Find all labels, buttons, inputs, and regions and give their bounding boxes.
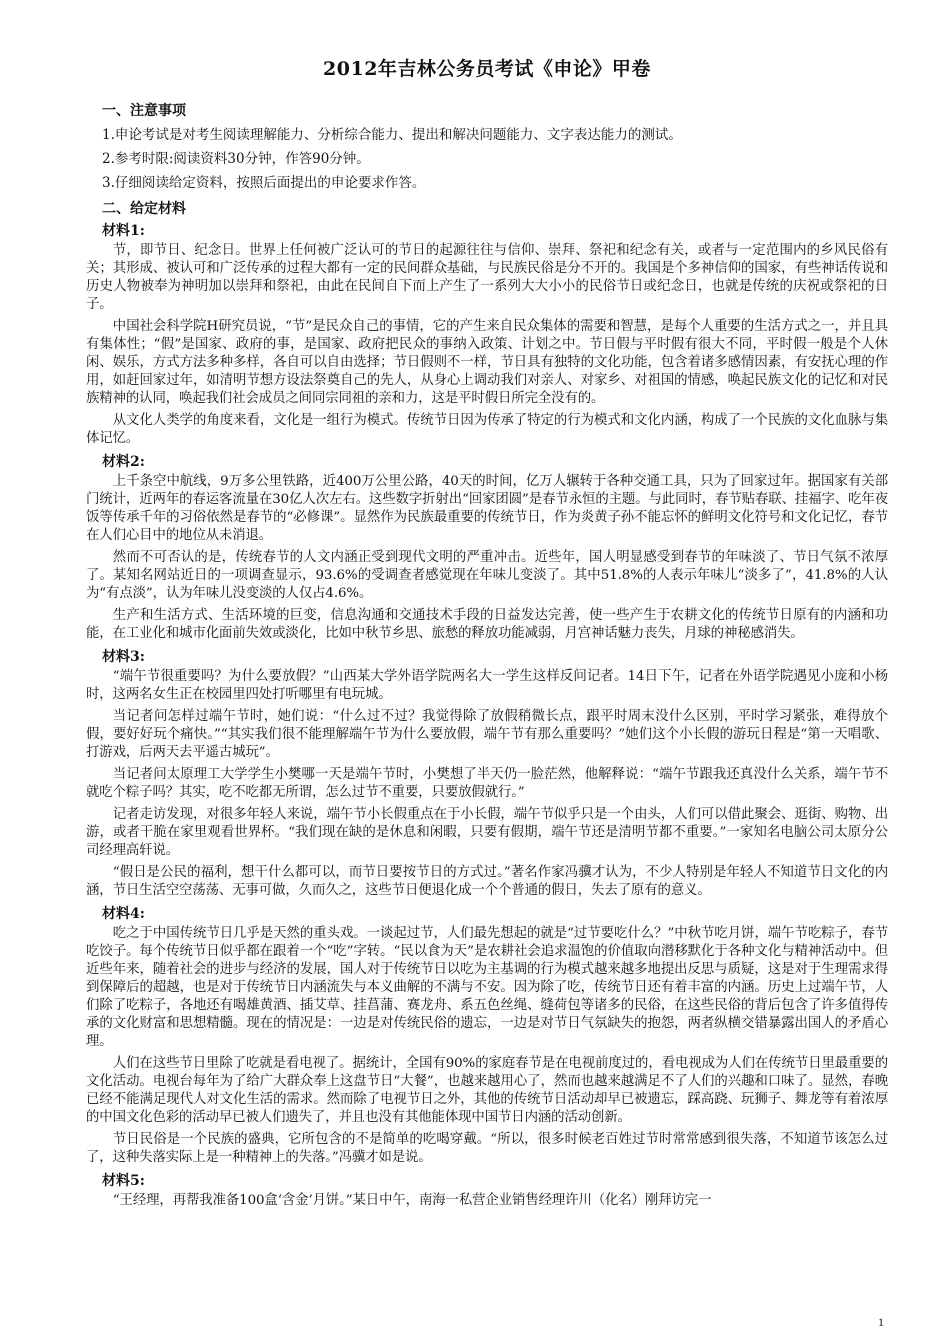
document-page xyxy=(86,52,888,1214)
material-1-paragraph: 节，即节日、纪念日。世界上任何被广泛认可的节日的起源往往与信仰、崇拜、祭祀和纪念有关，或者与一定范围内的乡风民俗有关；其形成、被认可和广泛传承的过程大都有一定的民间群众基础，与民族民俗是分不开的。我国是个多神信仰的国家，有些神话传说和历史人物被奉为神明加以崇拜和祭祀，由此在民间自下而上产生了一系列大大小小的民俗节日或纪念日，也就是传统的庆祝或祭祀的日子。 xyxy=(86,243,888,312)
notice-item: 3.仔细阅读给定资料，按照后面提出的申论要求作答。 xyxy=(102,175,426,191)
material-4-paragraph: 节日民俗是一个民族的盛典，它所包含的不是简单的吃喝穿戴。“所以，很多时候老百姓过节时常常感到很失落，不知道节该怎么过了，这种失落实际上是一种精神上的失落。”冯骥才如是说。 xyxy=(86,1132,888,1165)
material-3-paragraph: 当记者问怎样过端午节时，她们说：“什么过不过？我觉得除了放假稍微长点，跟平时周末没什么区别，平时学习紧张，难得放个假，要好好玩个痛快。”“其实我们很不能理解端午节为什么要放假，端午节有那么重要吗？”她们这个小长假的游玩日程是“第一天唱歌、打游戏，后两天去平遥古城玩”。 xyxy=(86,709,888,760)
material-2-paragraph: 生产和生活方式、生活环境的巨变，信息沟通和交通技术手段的日益发达完善，使一些产生于农耕文化的传统节日原有的内涵和功能，在工业化和城市化面前失效或淡化，比如中秋节乡思、旅愁的释放功能减弱，月宫神话魅力丧失，月球的神秘感消失。 xyxy=(86,608,888,641)
page-number: 1 xyxy=(878,1315,884,1329)
notice-item: 2.参考时限:阅读资料30分钟，作答90分钟。 xyxy=(102,151,370,167)
material-4-paragraph: 人们在这些节日里除了吃就是看电视了。据统计，全国有90%的家庭春节是在电视前度过的，看电视成为人们在传统节日里最重要的文化活动。电视台每年为了给广大群众奉上这盘节日“大餐”，也越来越用心了，然而也越来越满足不了人们的兴趣和口味了。显然，春晚已经不能满足现代人对文化生活的需求。然而除了电视节日之外，其他的传统节日活动却早已被遗忘，踩高跷、玩狮子、舞龙等有着浓厚的中国文化色彩的活动早已被人们遗失了，并且也没有其他能体现中国节日内涵的活动创新。 xyxy=(86,1056,888,1125)
material-1-heading: 材料1: xyxy=(102,223,145,239)
material-3-heading: 材料3: xyxy=(102,649,145,665)
material-3-paragraph: 当记者问太原理工大学学生小樊哪一天是端午节时，小樊想了半天仍一脸茫然，他解释说：“端午节跟我还真没什么关系，端午节不就吃个粽子吗？其实，吃不吃都无所谓，怎么过节不重要，只要放假就行。” xyxy=(86,767,888,800)
material-3-paragraph: “端午节很重要吗？为什么要放假？”山西某大学外语学院两名大一学生这样反问记者。14日下午，记者在外语学院遇见小庞和小杨时，这两名女生正在校园里四处打听哪里有电玩城。 xyxy=(86,669,888,702)
material-2-paragraph: 然而不可否认的是，传统春节的人文内涵正受到现代文明的严重冲击。近些年，国人明显感受到春节的年味淡了、节日气氛不浓厚了。某知名网站近日的一项调查显示，93.6%的受调查者感觉现在年味儿变淡了。其中51.8%的人表示年味儿“淡多了”，41.8%的人认为“有点淡”，认为年味儿没变淡的人仅占4.6%。 xyxy=(86,550,888,601)
material-2-heading: 材料2: xyxy=(102,454,145,470)
material-5-paragraph: “王经理，再帮我准备100盒‘含金’月饼。”某日中午，南海一私营企业销售经理许川（化名）刚拜访完一 xyxy=(112,1193,712,1208)
materials-heading: 二、给定材料 xyxy=(102,201,186,217)
material-5-heading: 材料5: xyxy=(102,1173,145,1189)
material-3-paragraph: “假日是公民的福利，想干什么都可以，而节日要按节日的方式过。”著名作家冯骥才认为，不少人特别是年轻人不知道节日文化的内涵，节日生活空空荡荡、无事可做，久而久之，这些节日便退化成一个个普通的假日，失去了原有的意义。 xyxy=(86,865,888,898)
document-title: 2012年吉林公务员考试《申论》甲卷 xyxy=(323,58,651,80)
material-4-heading: 材料4: xyxy=(102,906,145,922)
notice-heading: 一、注意事项 xyxy=(102,103,186,119)
material-1-paragraph: 中国社会科学院H研究员说，“节”是民众自己的事情，它的产生来自民众集体的需要和智慧，是每个人重要的生活方式之一，并且具有集体性；“假”是国家、政府的事，是国家、政府把民众的事纳入政策、计划之中。节日假与平时假有很大不同，平时假一般是个人休闲、娱乐，方式方法多种多样，各自可以自由选择；节日假则不一样，节日具有独特的文化功能，包含着诸多感情因素，有安抚心理的作用，如赶回家过年，如清明节想方设法祭奠自己的先人，从身心上调动我们对亲人、对家乡、对祖国的情感，唤起民族文化的记忆和对民族精神的认同，唤起我们社会成员之间同宗同祖的亲和力，这是平时假日所完全没有的。 xyxy=(86,319,888,406)
material-2-paragraph: 上千条空中航线，9万多公里铁路，近400万公里公路，40天的时间，亿万人辗转于各种交通工具，只为了回家过年。据国家有关部门统计，近两年的春运客流量在30亿人次左右。这些数字折射出“回家团圆”是春节永恒的主题。与此同时，春节贴春联、挂福字、吃年夜饭等传承千年的习俗依然是春节的“必修课”。显然作为民族最重要的传统节日，作为炎黄子孙不能忘怀的鲜明文化符号和文化记忆，春节在人们心目中的地位从未消退。 xyxy=(86,474,888,543)
material-1-paragraph: 从文化人类学的角度来看，文化是一组行为模式。传统节日因为传承了特定的行为模式和文化内涵，构成了一个民族的文化血脉与集体记忆。 xyxy=(86,413,888,446)
notice-item: 1.申论考试是对考生阅读理解能力、分析综合能力、提出和解决问题能力、文字表达能力的测试。 xyxy=(102,127,682,143)
material-4-paragraph: 吃之于中国传统节日几乎是天然的重头戏。一谈起过节，人们最先想起的就是“过节要吃什么？”中秋节吃月饼，端午节吃粽子，春节吃饺子。每个传统节日似乎都在跟着一个“吃”字转。“民以食为天”是农耕社会追求温饱的价值取向潜移默化于各种文化与精神活动中。但近些年来，随着社会的进步与经济的发展，国人对于传统节日以吃为主基调的行为模式越来越多地提出反思与质疑，这是对于生理需求得到保障后的超越，也是对于传统节日内涵流失与本义曲解的不满与不安。因为除了吃，传统节日还有着丰富的内涵。历史上过端午节，人们除了吃粽子，各地还有喝雄黄酒、插艾草、挂菖蒲、赛龙舟、系五色丝绳、缝荷包等诸多的民俗，在这些民俗的背后包含了许多值得传承的文化财富和思想精髓。现在的情况是：一边是对传统民俗的遗忘，一边是对节日气氛缺失的抱怨，两者纵横交错暴露出国人的矛盾心理。 xyxy=(86,926,888,1049)
material-3-paragraph: 记者走访发现，对很多年轻人来说，端午节小长假重点在于小长假，端午节似乎只是一个由头，人们可以借此聚会、逛街、购物、出游，或者干脆在家里观看世界杯。“我们现在缺的是休息和闲暇，只要有假期，端午节还是清明节都不重要。”一家知名电脑公司太原分公司经理高轩说。 xyxy=(86,807,888,858)
